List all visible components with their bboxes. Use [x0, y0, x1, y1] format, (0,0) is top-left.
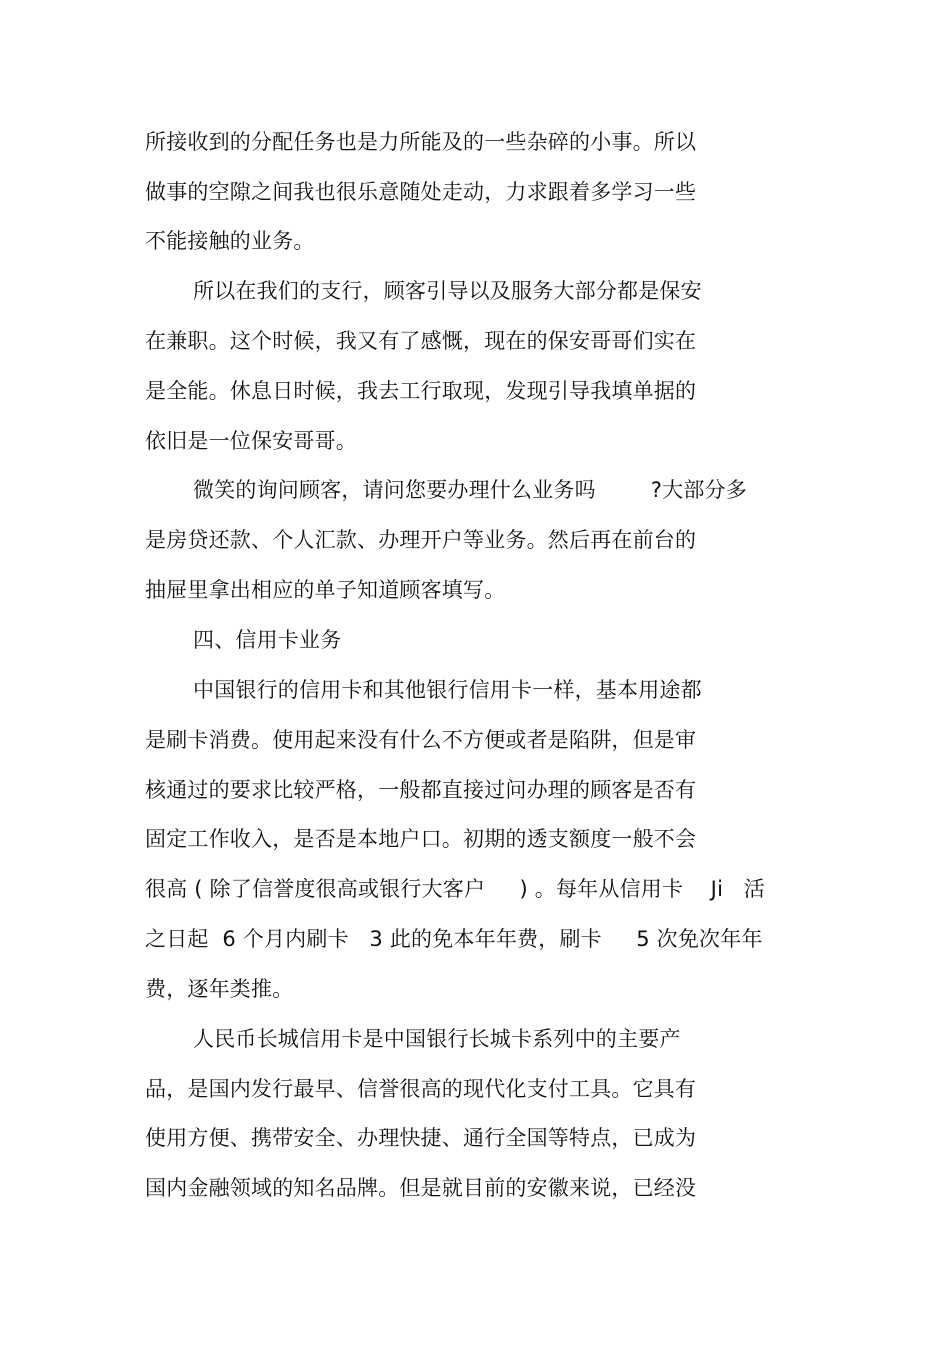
text-line: 在兼职。这个时候，我又有了感慨，现在的保安哥哥们实在	[145, 329, 697, 353]
paragraph-start-line: 微笑的询问顾客，请问您要办理什么业务吗 ?大部分多	[193, 478, 747, 502]
text-line: 做事的空隙之间我也很乐意随处走动，力求跟着多学习一些	[145, 180, 697, 204]
text-line: 是全能。休息日时候，我去工行取现，发现引导我填单据的	[145, 379, 697, 403]
text-line: 国内金融领域的知名品牌。但是就目前的安徽来说，已经没	[145, 1176, 697, 1200]
text-line: 是刷卡消费。使用起来没有什么不方便或者是陷阱，但是审	[145, 728, 697, 752]
text-line: 依旧是一位保安哥哥。	[145, 429, 357, 453]
section-heading: 四、信用卡业务	[193, 628, 342, 652]
text-line: 抽屉里拿出相应的单子知道顾客填写。	[145, 578, 506, 602]
text-line: 之日起 6 个月内刷卡 3 此的免本年年费，刷卡 5 次免次年年	[145, 927, 763, 951]
paragraph-start-line: 人民币长城信用卡是中国银行长城卡系列中的主要产	[193, 1027, 681, 1051]
text-line: 所接收到的分配任务也是力所能及的一些杂碎的小事。所以	[145, 130, 697, 154]
text-line: 品，是国内发行最早、信誉很高的现代化支付工具。它具有	[145, 1077, 697, 1101]
text-line: 核通过的要求比较严格，一般都直接过问办理的顾客是否有	[145, 778, 697, 802]
text-line: 是房贷还款、个人汇款、办理开户等业务。然后再在前台的	[145, 528, 697, 552]
text-line: 使用方便、携带安全、办理快捷、通行全国等特点，已成为	[145, 1126, 697, 1150]
text-line: 固定工作收入，是否是本地户口。初期的透支额度一般不会	[145, 827, 697, 851]
text-line: 很高 ( 除了信誉度很高或银行大客户 ) 。每年从信用卡 Ji 活	[145, 877, 765, 901]
paragraph-start-line: 中国银行的信用卡和其他银行信用卡一样，基本用途都	[193, 678, 702, 702]
paragraph-start-line: 所以在我们的支行，顾客引导以及服务大部分都是保安	[193, 279, 702, 303]
text-line: 费，逐年类推。	[145, 977, 294, 1001]
text-line: 不能接触的业务。	[145, 229, 315, 253]
